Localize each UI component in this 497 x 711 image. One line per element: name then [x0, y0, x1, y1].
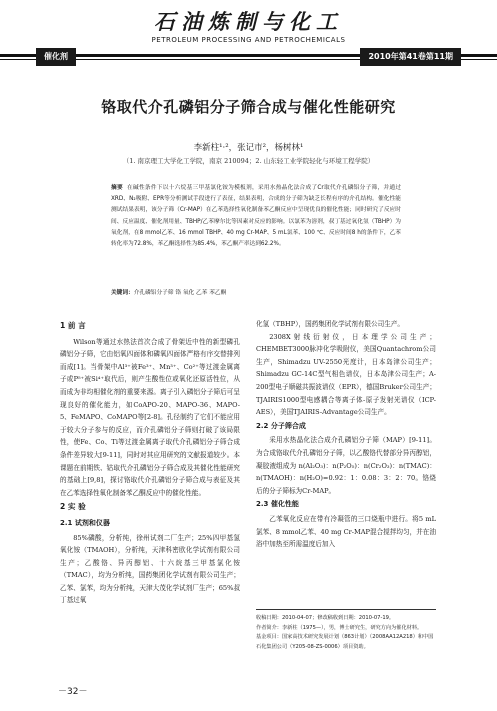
journal-masthead: [0, 0, 497, 72]
footnote-received: 收稿日期：2010-04-07；修改稿收到日期：2010-07-19。: [256, 615, 395, 621]
subsection-heading-synthesis: 2.2 分子筛合成: [256, 421, 306, 430]
keywords-text: 介孔磷铝分子筛 铬 氧化 乙苯 苯乙酮: [133, 290, 227, 296]
reagents-continued: 化氢（TBHP），国药集团化学试剂有限公司生产。: [256, 320, 405, 328]
journal-name-en: PETROLEUM PROCESSING AND PETROCHEMICALS: [151, 36, 346, 44]
synthesis-paragraph: 采用水热晶化法合成介孔磷铝分子筛（MAP）[9-11]。为合成铬取代介孔磷铝分子筛，以乙酸铬代替部分异丙醇铝，凝胶液组成为 n(Al₂O₃)：n(P₂O₅)：n(Cr₂O₃)：n(TMAC)：n(TMAOH)：n(H₂O)=0.92：1：0.08：3：2：70。铬烧后的分子筛标为Cr-MAP。: [256, 436, 436, 495]
catalysis-paragraph: 乙苯氧化反应在带有冷凝管的三口烧瓶中进行。将5 mL氯苯、8 mmol乙苯、40 mg Cr-MAP混合搅拌均匀，并在油浴中加热至所需温度后加入: [256, 514, 436, 549]
abstract-text: 在碱性条件下以十六烷基三甲基氯化铵为模板剂，采用水热晶化法合成了Cr取代介孔磷铝分子筛，并通过XRD、N₂吸附、EPR等分析测试手段进行了表征，结果表明，合成的分子筛为缺乏长程有序的介孔结构。催化性能测试结果表明，该分子筛（Cr-MAP）在乙苯选择性氧化制备苯乙酮反应中呈现优良的催化性能；同时研究了反应时间、反应温度、催化剂用量、TBHP/乙苯摩尔比等因素对反应的影响。以氯苯为溶剂，叔丁基过氧化氢（TBHP）为氧化剂，在8 mmol乙苯、16 mmol TBHP、40 mg Cr-MAP、5 mL氯苯、100 ℃、反应时间8 h的条件下，乙苯转化率为72.8%，苯乙酮选择性为85.4%，苯乙酮产率达到62.2%。: [111, 185, 402, 248]
issue-tab: 2010年第41卷第11期: [360, 48, 461, 66]
left-column: [60, 318, 240, 607]
footnote: [256, 609, 436, 652]
section-tab: 催化剂: [36, 48, 76, 66]
section-heading-intro: 1 前 言: [60, 321, 86, 330]
reagents-paragraph: 85%磷酸，分析纯，徐州试剂二厂生产；25%四甲基氢氧化铵（TMAOH），分析纯，天津科密欧化学试剂有限公司生产；乙酸铬、异丙醇铝、十六烷基三甲基氯化铵（TMAC），均为分析纯，国药集团化学试剂有限公司生产；乙苯、氯苯，均为分析纯，天津大茂化学试剂厂生产；65%叔丁基过氧: [60, 533, 240, 605]
journal-name-cn: 石油炼制与化工: [154, 9, 343, 34]
article-authors: 李新柱¹·²，张记市²，杨树林¹: [193, 143, 304, 153]
intro-paragraph: Wilson等通过水热法首次合成了骨架近中性的新型磷孔磷铝分子筛，它由铝氧四面体和磷氧四面体严格有序交替排列而成[1]。当骨架中Al³⁺被Fe³⁺、Mn³⁺、Co²⁺等过渡金属离子或P⁵⁺被Si⁴⁺取代后，则产生酸性位或氧化还原活性位，从而成为非均相催化剂的重要来源。离子引入磷铝分子筛后可呈现良好的催化能力，如CoAPO-20、MAPO-36、MAPO-5、FeMAPO、CoMAPO等[2-8]。孔径制约了它们不能应用于较大分子参与的反应，而介孔磷铝分子筛则打破了该局限性，使Fe、Co、Ti等过渡金属离子取代介孔磷铝分子筛合成条件差异较大[9-11]，同时对其应用研究的文献报道较少。本课题在前期铁、钴取代介孔磷铝分子筛合成及其催化性能研究的基础上[9,8]，探讨铬取代介孔磷铝分子筛合成与表征及其在乙苯选择性氧化制备苯乙酮反应中的催化性能。: [60, 337, 240, 497]
article-affiliations: （1. 南京理工大学化工学院，南京 210094；2. 山东轻工业学院轻化与环境工程学院）: [122, 157, 375, 165]
right-column: [256, 318, 436, 551]
header-rule: [0, 48, 497, 68]
subsection-heading-reagents: 2.1 试剂和仪器: [60, 518, 110, 527]
keywords: [111, 287, 411, 296]
abstract-label: 摘要: [111, 185, 123, 191]
footnote-author: 作者简介：李新柱（1975—），男，博士研究生，研究方向为催化材料。: [256, 624, 423, 631]
abstract: [111, 183, 401, 250]
footnote-funding: 基金项目：国家高技术研究发展计划（863计划）（2008AA12A218）和中国石化集团公司（Y205-08-ZS-0006）项目资助。: [256, 634, 434, 650]
page-number: －32－: [58, 687, 88, 697]
section-heading-experiment: 2 实 验: [60, 502, 86, 512]
article-title: 铬取代介孔磷铝分子筛合成与催化性能研究: [101, 98, 396, 116]
subsection-heading-catalysis: 2.3 催化性能: [256, 500, 299, 509]
instruments-paragraph: 2308X射线衍射仪，日本理学公司生产；CHEMBET3000脉冲化学吸附仪，美国Quantachrom公司生产，Shimadzu UV-2550光度计，日本岛津公司生产；Shimadzu GC-14C型气相色谱仪，日本岛津公司生产；A-200型电子顺磁共振波谱仪（EPR），德国Bruker公司生产；TJAIRIS1000型电感耦合等离子体-原子发射光谱仪（ICP-AES），美国TJAIRIS-Advantage公司生产。: [256, 332, 436, 417]
keywords-label: 关键词：: [111, 290, 134, 296]
